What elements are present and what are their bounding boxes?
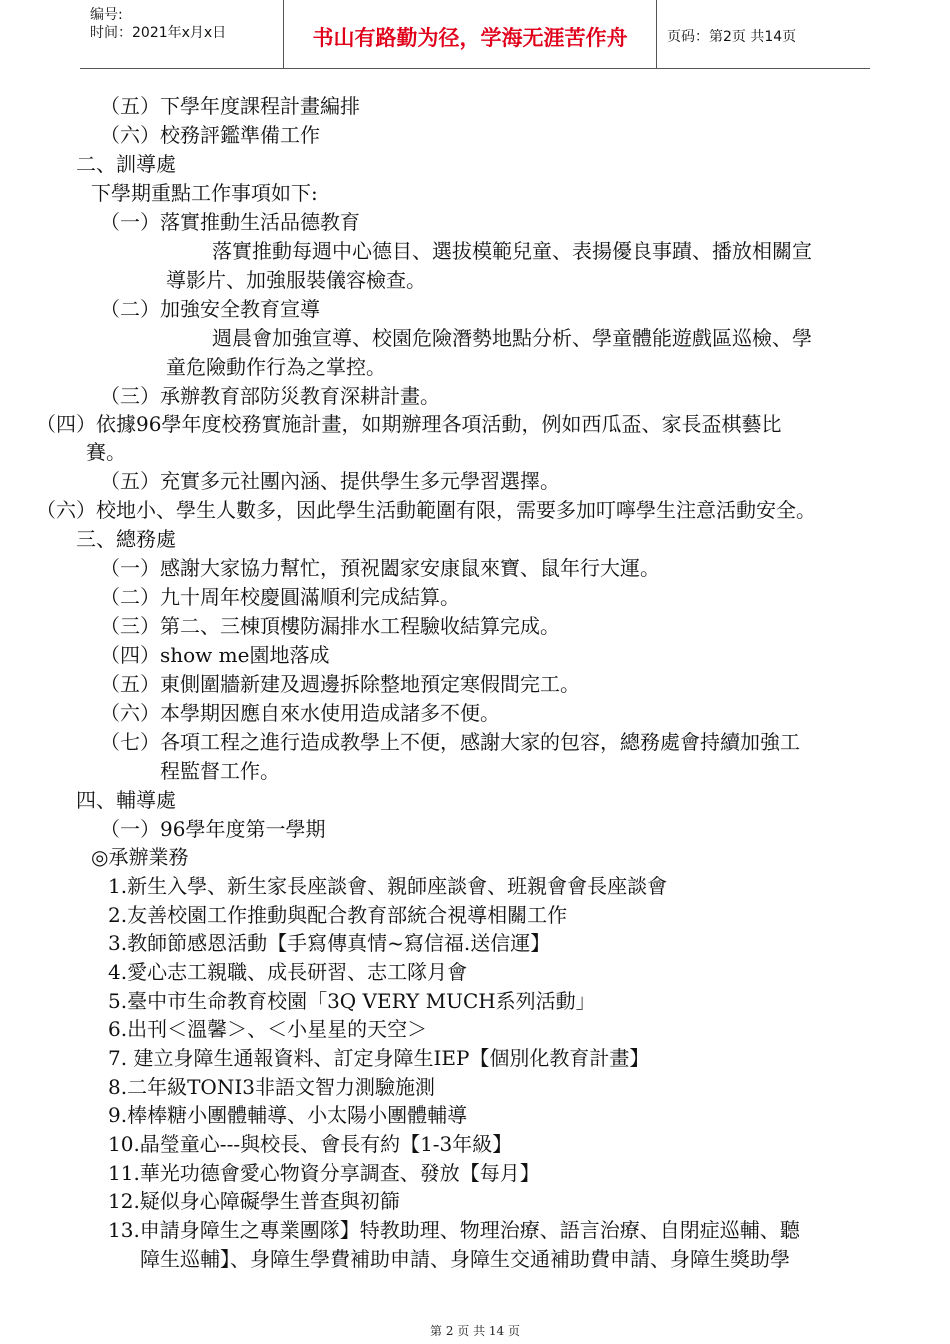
text-line: （四）依據96學年度校務實施計畫，如期辦理各項活動，例如西瓜盃、家長盃棋藝比	[36, 412, 782, 436]
section-heading: 二、訓導處	[76, 152, 176, 176]
header-meta-cell	[80, 0, 284, 68]
document-time-label: 时间：2021年x月x日	[90, 25, 227, 41]
text-line: 賽。	[86, 440, 126, 464]
list-item: 3.教師節感恩活動【手寫傳真情~寫信福.送信運】	[108, 931, 551, 955]
text-line: （三）承辦教育部防災教育深耕計畫。	[100, 384, 440, 408]
text-line: 導影片、加強服裝儀容檢查。	[166, 268, 426, 292]
list-item: 8.二年級TONI3非語文智力測驗施測	[108, 1075, 435, 1099]
text-line: 程監督工作。	[160, 759, 280, 783]
text-line: （五）東側圍牆新建及週邊拆除整地預定寒假間完工。	[100, 672, 580, 696]
text-line: （七）各項工程之進行造成教學上不便，感謝大家的包容，總務處會持續加強工	[100, 730, 800, 754]
list-item: 4.愛心志工親職、成長研習、志工隊月會	[108, 960, 468, 984]
text-line: 下學期重點工作事項如下:	[91, 181, 318, 205]
text-line: 落實推動每週中心德目、選拔模範兒童、表揚優良事蹟、播放相關宣	[212, 239, 812, 263]
page-header	[80, 0, 870, 69]
text-line: （一）96學年度第一學期	[100, 817, 326, 841]
list-item: 6.出刊＜溫馨＞、＜小星星的天空＞	[108, 1017, 428, 1041]
list-item: 5.臺中市生命教育校園「3Q VERY MUCH系列活動」	[108, 989, 596, 1013]
list-item: 7. 建立身障生通報資料、訂定身障生IEP【個別化教育計畫】	[108, 1046, 650, 1070]
text-line: （五）充實多元社團內涵、提供學生多元學習選擇。	[100, 469, 560, 493]
section-heading: 四、輔導處	[76, 788, 176, 812]
header-page-info: 页码：第2页 共14页	[667, 29, 797, 45]
header-motto-cell	[284, 0, 657, 68]
list-item: 10.晶瑩童心---與校長、會長有約【1-3年級】	[108, 1132, 513, 1156]
document-number-label: 编号:	[90, 7, 123, 23]
text-line: （二）加強安全教育宣導	[100, 297, 320, 321]
text-line: （四）show me園地落成	[100, 643, 330, 667]
text-line: （五）下學年度課程計畫編排	[100, 94, 360, 118]
list-item: 13.申請身障生之專業團隊】特教助理、物理治療、語言治療、自閉症巡輔、聽	[108, 1218, 800, 1242]
text-line: 童危險動作行為之掌控。	[166, 355, 386, 379]
text-line: （二）九十周年校慶圓滿順利完成結算。	[100, 585, 460, 609]
text-line: 週晨會加強宣導、校園危險潛勢地點分析、學童體能遊戲區巡檢、學	[212, 326, 812, 350]
text-line: （六）校地小、學生人數多，因此學生活動範圍有限，需要多加叮嚀學生注意活動安全。	[36, 498, 816, 522]
header-page-cell	[657, 0, 870, 68]
text-line: （一）落實推動生活品德教育	[100, 210, 360, 234]
list-item: 9.棒棒糖小團體輔導、小太陽小團體輔導	[108, 1103, 468, 1127]
header-motto: 书山有路勤为径，学海无涯苦作舟	[312, 26, 628, 50]
page-footer: 第 2 页 共 14 页	[430, 1324, 520, 1338]
list-item: 2.友善校園工作推動與配合教育部統合視導相關工作	[108, 903, 568, 927]
list-item: 11.華光功德會愛心物資分享調查、發放【每月】	[108, 1161, 540, 1185]
text-line: （一）感謝大家協力幫忙，預祝闔家安康鼠來寶、鼠年行大運。	[100, 556, 660, 580]
text-line: ◎承辦業務	[91, 845, 189, 869]
list-item: 障生巡輔】、身障生學費補助申請、身障生交通補助費申請、身障生獎助學	[140, 1247, 790, 1271]
text-line: （六）校務評鑑準備工作	[100, 123, 320, 147]
list-item: 12.疑似身心障礙學生普查與初篩	[108, 1189, 400, 1213]
list-item: 1.新生入學、新生家長座談會、親師座談會、班親會會長座談會	[108, 874, 668, 898]
text-line: （六）本學期因應自來水使用造成諸多不便。	[100, 701, 500, 725]
section-heading: 三、總務處	[76, 527, 176, 551]
text-line: （三）第二、三棟頂樓防漏排水工程驗收結算完成。	[100, 614, 560, 638]
